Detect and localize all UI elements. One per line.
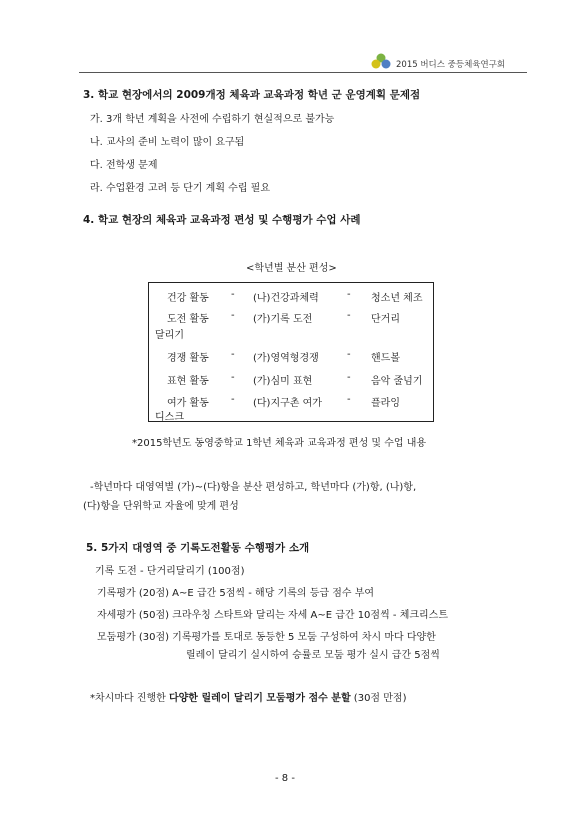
table-cell-dash: -	[231, 394, 235, 405]
eval-line: 자세평가 (50점) 크라우칭 스타트와 달리는 자세 A~E 급간 10점씩 - 체크리스트	[97, 610, 449, 621]
section5-heading: 5. 5가지 대영역 중 기록도전활동 수행평가 소개	[86, 542, 310, 554]
table-cell-activity: 단거리	[371, 314, 400, 325]
table-cell-dash: -	[347, 310, 351, 321]
table-cell-area: 표현 활동	[167, 376, 209, 387]
eval-line: 모둠평가 (30점) 기록평가를 토대로 동등한 5 모둠 구성하여 차시 마다 다양한	[97, 632, 436, 643]
table-cell-activity: 핸드볼	[371, 353, 400, 364]
section5-subtitle: 기록 도전 - 단거리달리기 (100점)	[95, 566, 245, 577]
table-cell-area: 도전 활동	[167, 314, 209, 325]
table-cell-category: (가)영역형경쟁	[253, 353, 319, 364]
table-cell-area: 여가 활동	[167, 398, 209, 409]
section3-item: 나. 교사의 준비 노력이 많이 요구됨	[90, 137, 245, 148]
table-cell-dash: -	[347, 394, 351, 405]
clover-logo-icon	[371, 53, 391, 69]
table-cell-dash: -	[347, 289, 351, 300]
section3-item: 가. 3개 학년 계획을 사전에 수립하기 현실적으로 불가능	[90, 114, 335, 125]
table-cell-dash: -	[231, 310, 235, 321]
table-cell-wrap: 달리기	[155, 330, 184, 341]
table-cell-activity: 플라잉	[371, 398, 400, 409]
table-cell-area: 경쟁 활동	[167, 353, 209, 364]
table-cell-dash: -	[231, 372, 235, 383]
table-note: *2015학년도 동영중학교 1학년 체육과 교육과정 편성 및 수업 내용	[132, 438, 427, 449]
table-cell-dash: -	[231, 349, 235, 360]
section4-heading: 4. 학교 현장의 체육과 교육과정 편성 및 수행평가 수업 사례	[83, 214, 361, 226]
table-cell-category: (다)지구촌 여가	[253, 398, 322, 409]
paragraph-line: (다)항을 단위학교 자율에 맞게 편성	[83, 501, 239, 512]
table-cell-dash: -	[347, 372, 351, 383]
curriculum-table	[148, 282, 434, 422]
table-cell-category: (나)건강과체력	[253, 293, 319, 304]
eval-line: 릴레이 달리기 실시하여 승률로 모둠 평가 실시 급간 5점씩	[186, 650, 440, 661]
header-rule	[79, 72, 527, 73]
section3-heading: 3. 학교 현장에서의 2009개정 체육과 교육과정 학년 군 운영계획 문제점	[83, 89, 421, 101]
header-title: 2015 버디스 중등체육연구회	[396, 60, 506, 70]
table-cell-activity: 청소년 체조	[371, 293, 423, 304]
footnote-prefix: *차시마다 진행한	[90, 693, 169, 704]
section3-item: 라. 수업환경 고려 등 단기 계획 수립 필요	[90, 183, 270, 194]
eval-line: 기록평가 (20점) A~E 급간 5점씩 - 해당 기록의 등급 점수 부여	[97, 588, 375, 599]
table-cell-category: (가)기록 도전	[253, 314, 313, 325]
page-number: - 8 -	[275, 773, 295, 784]
section3-item: 다. 전학생 문제	[90, 160, 158, 171]
table-cell-wrap: 디스크	[155, 412, 184, 423]
footnote-suffix: (30점 만점)	[350, 693, 407, 704]
table-cell-activity: 음악 줄넘기	[371, 376, 423, 387]
section5-footnote	[90, 689, 407, 704]
table-cell-dash: -	[347, 349, 351, 360]
table-cell-dash: -	[231, 289, 235, 300]
table-cell-area: 건강 활동	[167, 293, 209, 304]
footnote-emphasis: 다양한 릴레이 달리기 모둠평가 점수 분할	[168, 693, 351, 704]
table-cell-category: (가)심미 표현	[253, 376, 313, 387]
paragraph-line: -학년마다 대영역별 (가)~(다)항을 분산 편성하고, 학년마다 (가)항, (나)항,	[90, 482, 417, 493]
table-caption: <학년별 분산 편성>	[246, 263, 337, 274]
